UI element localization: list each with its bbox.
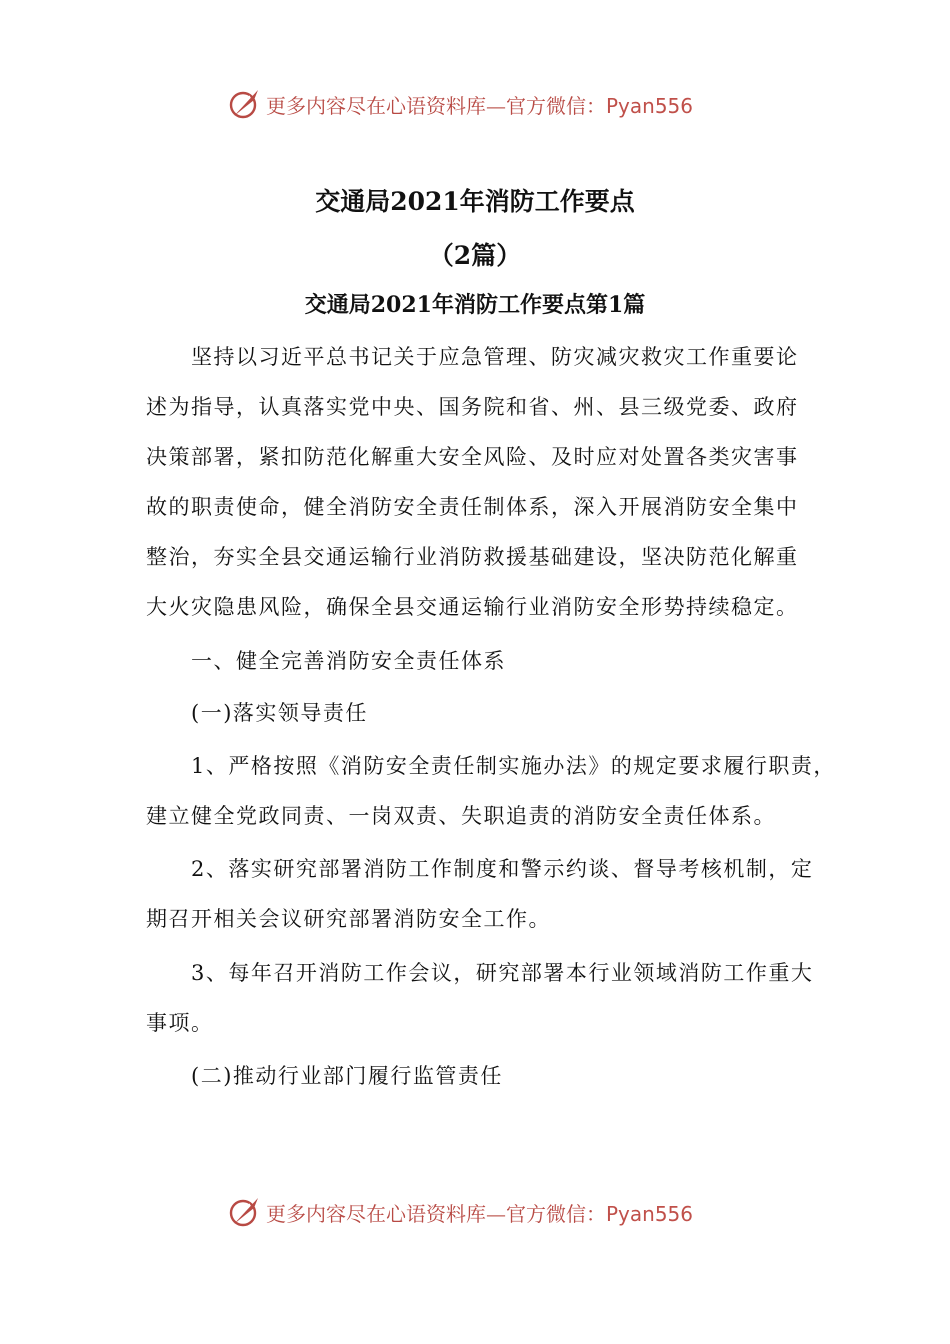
banner-main-text: 更多内容尽在心语资料库 — [266, 94, 486, 118]
banner-text — [266, 90, 693, 119]
item-1-line: 1、严格按照《消防安全责任制实施办法》的规定要求履行职责， — [146, 754, 836, 778]
heading-1: 一、健全完善消防安全责任体系 — [146, 649, 506, 673]
subheading-1: (一)落实领导责任 — [146, 701, 368, 725]
document-subtitle: （2篇） — [428, 241, 522, 270]
banner-separator: — — [486, 1202, 506, 1226]
document-title: 交通局2021年消防工作要点 — [315, 187, 635, 216]
banner-wechat-label: 官方微信： — [506, 94, 606, 118]
section-title: 交通局2021年消防工作要点第1篇 — [304, 292, 646, 318]
item-2-line: 2、落实研究部署消防工作制度和警示约谈、督导考核机制，定 — [146, 857, 814, 881]
intro-line: 述为指导，认真落实党中央、国务院和省、州、县三级党委、政府 — [146, 395, 799, 419]
header-banner — [0, 84, 950, 124]
banner-wechat-id: Pyan556 — [606, 1202, 694, 1226]
banner-main-text: 更多内容尽在心语资料库 — [266, 1202, 486, 1226]
banner-wechat-label: 官方微信： — [506, 1202, 606, 1226]
item-3-line: 3、每年召开消防工作会议，研究部署本行业领域消防工作重大 — [146, 961, 814, 985]
item-2-line: 期召开相关会议研究部署消防安全工作。 — [146, 907, 551, 931]
intro-line: 整治，夯实全县交通运输行业消防救援基础建设，坚决防范化解重 — [146, 545, 799, 569]
banner-wechat-id: Pyan556 — [606, 94, 694, 118]
quill-logo-icon — [228, 86, 262, 120]
banner-text — [266, 1198, 693, 1227]
quill-logo-icon — [228, 1194, 262, 1228]
intro-line: 决策部署，紧扣防范化解重大安全风险、及时应对处置各类灾害事 — [146, 445, 799, 469]
intro-line: 故的职责使命，健全消防安全责任制体系，深入开展消防安全集中 — [146, 495, 799, 519]
intro-line: 大火灾隐患风险，确保全县交通运输行业消防安全形势持续稳定。 — [146, 595, 799, 619]
intro-line: 坚持以习近平总书记关于应急管理、防灾减灾救灾工作重要论 — [146, 345, 799, 369]
item-3-line: 事项。 — [146, 1011, 214, 1035]
banner-separator: — — [486, 94, 506, 118]
item-1-line: 建立健全党政同责、一岗双责、失职追责的消防安全责任体系。 — [146, 804, 776, 828]
footer-banner — [0, 1192, 950, 1232]
subheading-2: (二)推动行业部门履行监管责任 — [146, 1064, 503, 1088]
